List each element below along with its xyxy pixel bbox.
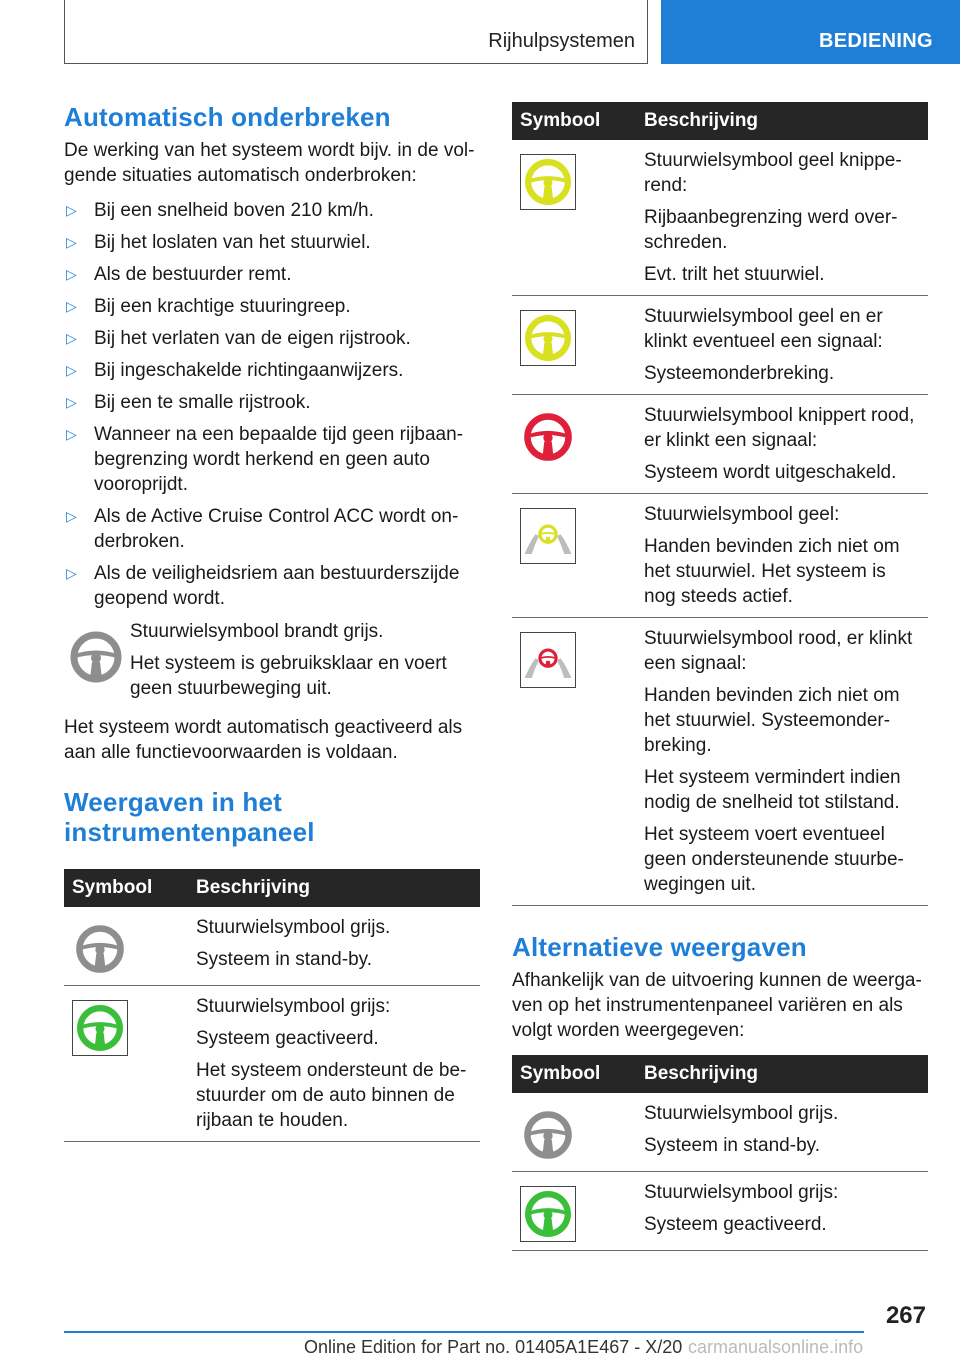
symbol-table-alternative bbox=[512, 1055, 928, 1251]
list-item: ▷ Bij het verlaten van de eigen rijstrook. bbox=[66, 328, 411, 349]
triangle-bullet-icon: ▷ bbox=[66, 202, 77, 218]
heading-alternatieve-weergaven: Alternatieve weergaven bbox=[512, 932, 807, 962]
triangle-bullet-icon: ▷ bbox=[66, 394, 77, 410]
bullet-list bbox=[64, 198, 480, 611]
header-section-label: Rijhulpsystemen bbox=[488, 30, 635, 52]
watermark-text: carmanualsonline.info bbox=[688, 1337, 864, 1357]
footer-edition: Online Edition for Part no. 01405A1E467 - X/20 bbox=[304, 1337, 683, 1357]
table-cell-text: Het systeem voert eventueel geen ondersteunende stuurbe-wegingen uit. bbox=[644, 824, 904, 895]
table-cell-text: Stuurwielsymbool grijs. bbox=[196, 917, 391, 938]
symbol-table-right bbox=[512, 102, 928, 906]
table-cell-text: Systeem in stand-by. bbox=[196, 949, 373, 970]
outro-paragraph: Het systeem wordt automatisch geactiveerd als aan alle functievoorwaarden is voldaan. bbox=[64, 717, 463, 763]
list-item: ▷ Bij een te smalle rijstrook. bbox=[66, 392, 311, 413]
table-cell-text: Systeemonderbreking. bbox=[644, 363, 835, 384]
triangle-bullet-icon: ▷ bbox=[66, 266, 77, 282]
table-row bbox=[64, 907, 480, 986]
table-row bbox=[512, 1172, 928, 1251]
steering-wheel-green-icon bbox=[520, 1186, 576, 1242]
steering-wheel-green-icon bbox=[72, 1000, 128, 1056]
steering-wheel-grey-icon bbox=[72, 921, 128, 977]
table-cell-text: Het systeem vermindert indien nodig de snelheid tot stilstand. bbox=[644, 767, 901, 813]
triangle-bullet-icon: ▷ bbox=[66, 330, 77, 346]
header-chapter-label: BEDIENING bbox=[819, 30, 933, 52]
left-column bbox=[64, 102, 480, 1142]
header-chapter-tab bbox=[661, 0, 960, 64]
table-cell-text: Stuurwielsymbool grijs: bbox=[196, 996, 391, 1017]
alt-intro-paragraph: Afhankelijk van de uitvoering kunnen de weerga-ven op het instrumentenpaneel variëren en als volgt worden weergegeven: bbox=[512, 970, 922, 1041]
triangle-bullet-icon: ▷ bbox=[66, 426, 77, 442]
header-section-tab bbox=[64, 0, 648, 64]
symbol-note-line1: Stuurwielsymbool brandt grijs. bbox=[130, 621, 384, 642]
table-cell-text: Systeem in stand-by. bbox=[644, 1135, 821, 1156]
steering-wheel-yellow-icon bbox=[520, 310, 576, 366]
table-header-beschrijving: Beschrijving bbox=[186, 869, 480, 907]
footer-divider bbox=[64, 1331, 864, 1333]
list-item: ▷ Als de bestuurder remt. bbox=[66, 264, 292, 285]
table-cell-text: Handen bevinden zich niet om het stuurwiel. Systeemonder-breking. bbox=[644, 685, 900, 756]
triangle-bullet-icon: ▷ bbox=[66, 362, 77, 378]
table-cell-text: Stuurwielsymbool geel en er klinkt eventueel een signaal: bbox=[644, 306, 883, 352]
table-cell-text: Stuurwielsymbool geel knippe-rend: bbox=[644, 150, 902, 196]
table-row bbox=[512, 494, 928, 618]
right-column bbox=[512, 102, 928, 1251]
table-row bbox=[64, 986, 480, 1142]
table-header-symbool: Symbool bbox=[512, 1055, 634, 1093]
triangle-bullet-icon: ▷ bbox=[66, 298, 77, 314]
table-header-symbool: Symbool bbox=[64, 869, 186, 907]
table-cell-text: Het systeem ondersteunt de be-stuurder om de auto binnen de rijbaan te houden. bbox=[196, 1060, 467, 1131]
table-cell-text: Systeem geactiveerd. bbox=[196, 1028, 379, 1049]
triangle-bullet-icon: ▷ bbox=[66, 565, 77, 581]
symbol-note-line2: Het systeem is gebruiksklaar en voert geen stuurbeweging uit. bbox=[130, 653, 447, 699]
list-item: ▷ Als de Active Cruise Control ACC wordt on-derbroken. bbox=[66, 506, 459, 552]
steering-wheel-grey-icon bbox=[520, 1107, 576, 1163]
table-row bbox=[512, 395, 928, 494]
table-row bbox=[512, 140, 928, 296]
hands-off-yellow-icon bbox=[520, 508, 576, 564]
table-header-beschrijving: Beschrijving bbox=[634, 102, 928, 140]
steering-wheel-yellow-icon bbox=[520, 154, 576, 210]
table-cell-text: Stuurwielsymbool grijs: bbox=[644, 1182, 839, 1203]
steering-wheel-red-icon bbox=[520, 409, 576, 465]
hands-off-red-icon bbox=[520, 632, 576, 688]
table-header-beschrijving: Beschrijving bbox=[634, 1055, 928, 1093]
table-cell-text: Stuurwielsymbool rood, er klinkt een signaal: bbox=[644, 628, 913, 674]
table-row bbox=[512, 1093, 928, 1172]
triangle-bullet-icon: ▷ bbox=[66, 508, 77, 524]
table-cell-text: Stuurwielsymbool knippert rood, er klinkt een signaal: bbox=[644, 405, 915, 451]
list-item: ▷ Bij een krachtige stuuringreep. bbox=[66, 296, 351, 317]
list-item: ▷ Wanneer na een bepaalde tijd geen rijbaan-begrenzing wordt herkend en geen auto vooroprijdt. bbox=[66, 424, 464, 495]
table-row bbox=[512, 296, 928, 395]
table-cell-text: Stuurwielsymbool geel: bbox=[644, 504, 840, 525]
table-row bbox=[512, 618, 928, 906]
list-item: ▷ Bij een snelheid boven 210 km/h. bbox=[66, 200, 374, 221]
table-cell-text: Handen bevinden zich niet om het stuurwiel. Het systeem is nog steeds actief. bbox=[644, 536, 900, 607]
table-header-symbool: Symbool bbox=[512, 102, 634, 140]
heading-weergaven: Weergaven in het instrumentenpaneel bbox=[64, 787, 315, 847]
table-cell-text: Systeem geactiveerd. bbox=[644, 1214, 827, 1235]
table-cell-text: Systeem wordt uitgeschakeld. bbox=[644, 462, 897, 483]
symbol-table-left bbox=[64, 869, 480, 1142]
heading-automatisch-onderbreken: Automatisch onderbreken bbox=[64, 102, 391, 132]
list-item: ▷ Bij het loslaten van het stuurwiel. bbox=[66, 232, 371, 253]
table-cell-text: Stuurwielsymbool grijs. bbox=[644, 1103, 839, 1124]
intro-paragraph: De werking van het systeem wordt bijv. in de vol-gende situaties automatisch onderbroken: bbox=[64, 140, 475, 186]
triangle-bullet-icon: ▷ bbox=[66, 234, 77, 250]
page-number: 267 bbox=[885, 1302, 926, 1329]
list-item: ▷ Als de veiligheidsriem aan bestuurderszijde geopend wordt. bbox=[66, 563, 460, 609]
steering-wheel-grey-icon bbox=[66, 627, 126, 687]
symbol-note bbox=[64, 619, 480, 707]
table-cell-text: Evt. trilt het stuurwiel. bbox=[644, 264, 825, 285]
list-item: ▷ Bij ingeschakelde richtingaanwijzers. bbox=[66, 360, 404, 381]
table-cell-text: Rijbaanbegrenzing werd over-schreden. bbox=[644, 207, 898, 253]
